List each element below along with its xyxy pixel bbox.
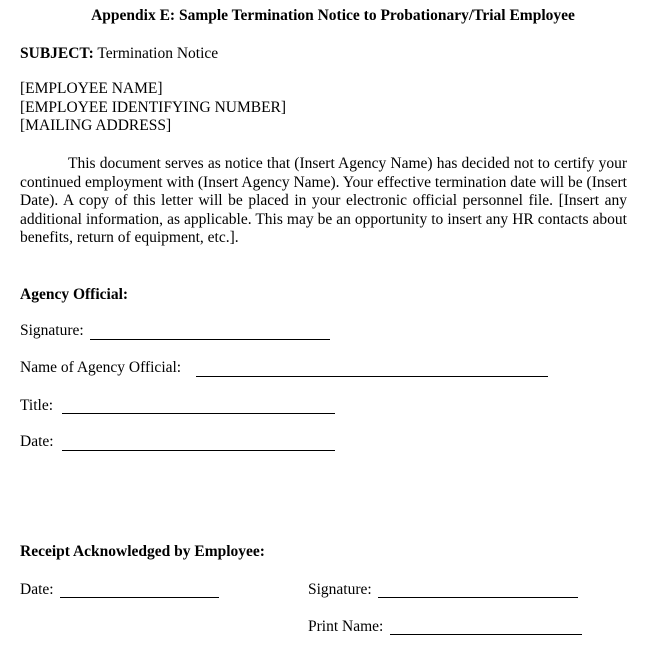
notice-body: This document serves as notice that (Insert Agency Name) has decided not to certify your continued employment with (Insert Agency Name). Your effective termination date will be (Insert Date). A copy of this letter will be placed in your electronic official personnel file. [Insert any additional information, as applicable. This may be an opportunity to insert any HR contacts about benefits, return of equipment, etc.].: [20, 155, 627, 246]
employee-signature-label: Signature:: [308, 581, 372, 598]
subject-label: SUBJECT:: [20, 45, 94, 62]
subject-value: Termination Notice: [97, 45, 219, 62]
address-line-employee-name: [EMPLOYEE NAME]: [20, 80, 163, 97]
agency-date-line: [62, 450, 335, 451]
employee-print-name-label: Print Name:: [308, 618, 384, 635]
subject-line: [20, 44, 218, 63]
employee-date-line: [60, 597, 219, 598]
agency-title-label: Title:: [20, 397, 54, 414]
address-line-employee-id: [EMPLOYEE IDENTIFYING NUMBER]: [20, 98, 287, 116]
address-line-mailing-address: [MAILING ADDRESS]: [20, 117, 172, 134]
employee-date-label: Date:: [20, 581, 54, 598]
agency-signature-label: Signature:: [20, 322, 84, 339]
agency-official-heading: Agency Official:: [20, 286, 129, 303]
agency-title-line: [62, 413, 335, 414]
agency-name-line: [196, 376, 548, 377]
employee-ack-heading: Receipt Acknowledged by Employee:: [20, 543, 265, 560]
agency-date-label: Date:: [20, 433, 54, 450]
agency-signature-line: [90, 339, 330, 340]
agency-name-label: Name of Agency Official:: [20, 359, 182, 376]
employee-print-name-line: [390, 634, 582, 635]
document-title: Appendix E: Sample Termination Notice to Probationary/Trial Employee: [91, 7, 575, 24]
address-block: [20, 80, 286, 136]
employee-signature-line: [378, 597, 578, 598]
